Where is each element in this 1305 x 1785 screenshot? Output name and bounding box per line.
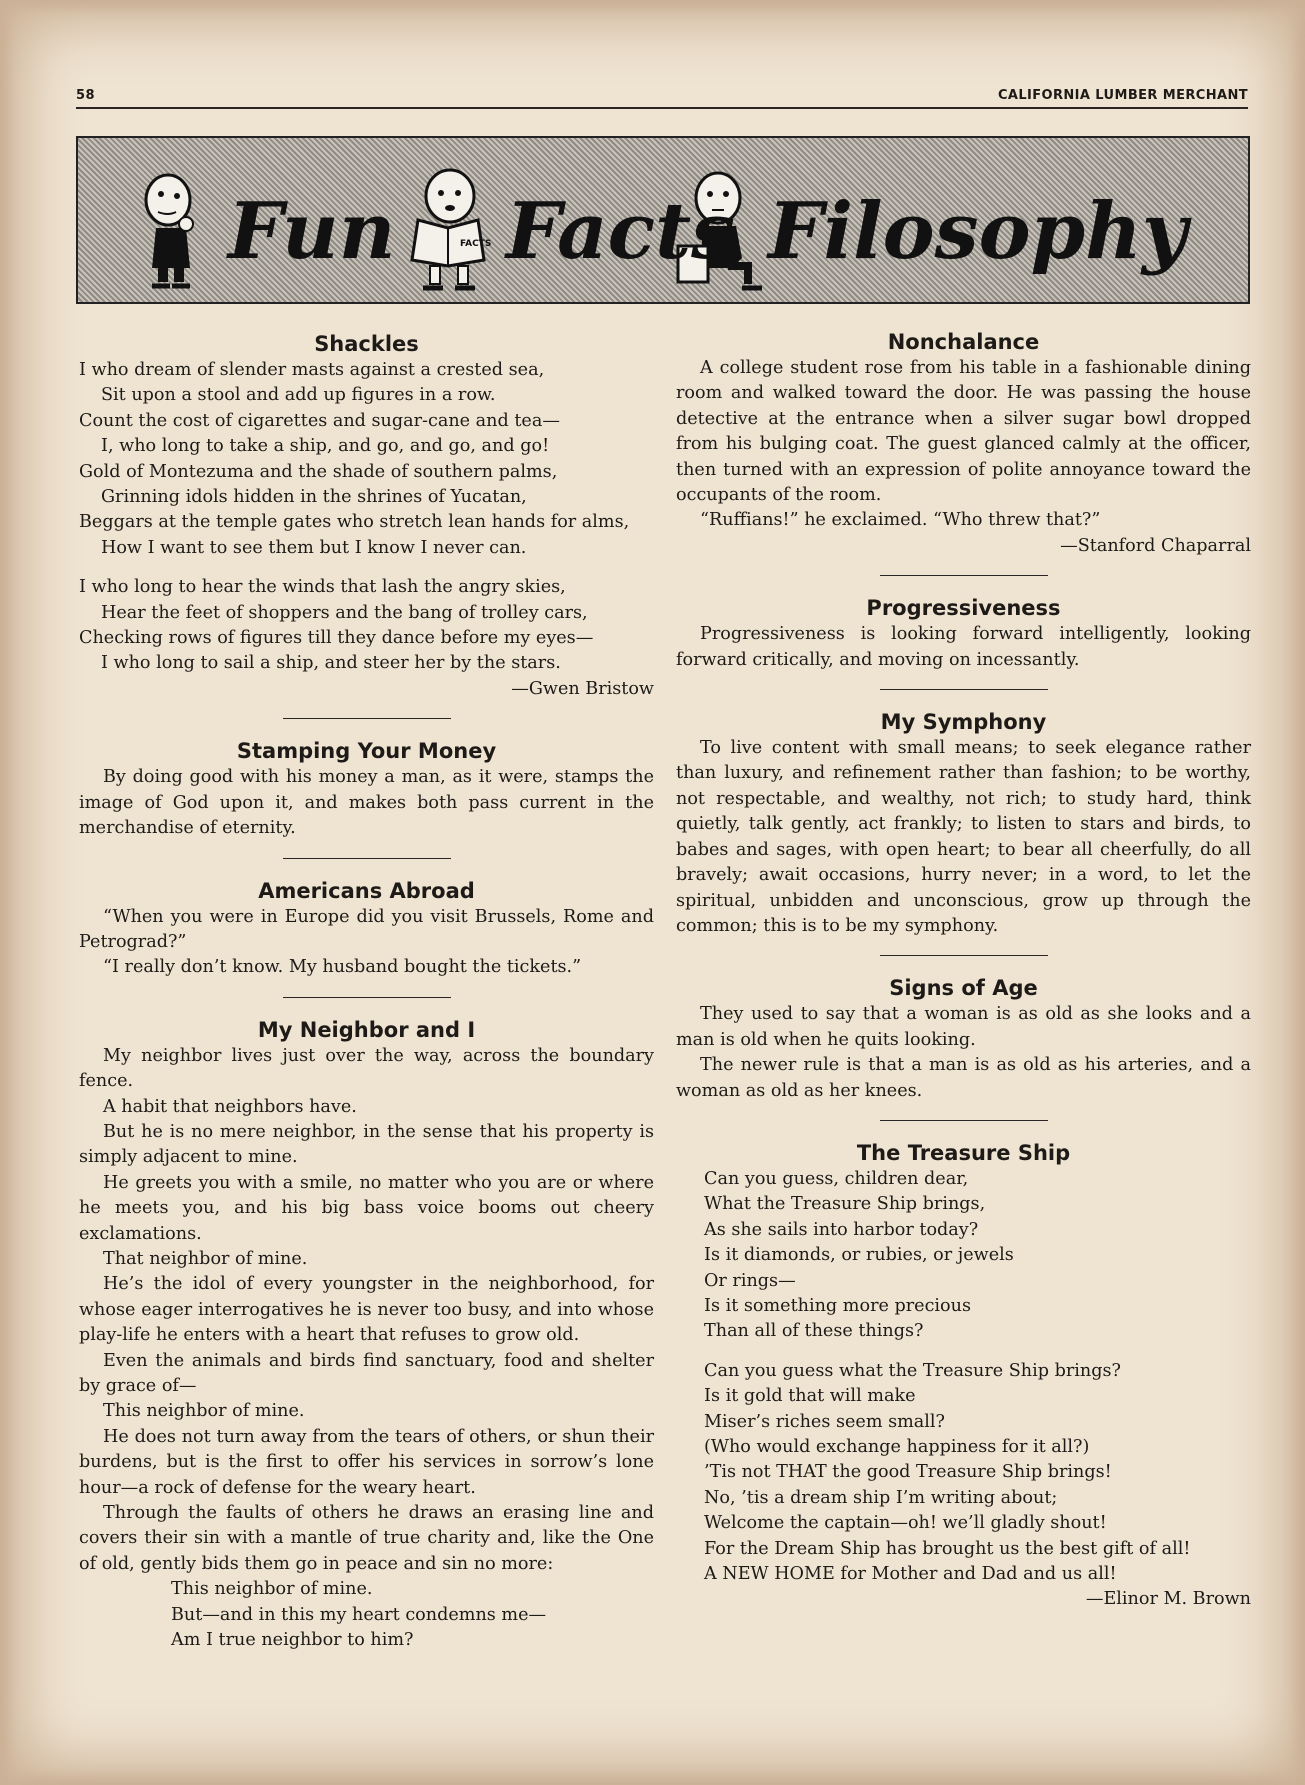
running-header [76, 88, 1248, 109]
attribution: —Stanford Chaparral [1060, 535, 1251, 556]
section-title: Progressiveness [866, 596, 1061, 621]
right-column [676, 328, 1251, 1613]
poem-line: As she sails into harbor today? [704, 1219, 979, 1240]
americans-abroad-section [79, 877, 654, 981]
paragraph: To live content with small means; to seek elegance rather than luxury, and refinement rather than fashion; to be worthy, not respectable, and wealthy, not rich; to study hard, think quietly, talk gently, act frankly; to listen to stars and birds, to babes and sages, with open heart; to bear all cheerfully, do all bravely; await occasions, hurry never; in a word, to let the spiritual, unbidden and unconscious, grow up through the common; this is to be my symphony. [676, 738, 1251, 936]
signs-of-age-section [676, 974, 1251, 1104]
divider [880, 575, 1048, 576]
section-title: My Neighbor and I [257, 1017, 476, 1042]
paragraph: That neighbor of mine. [103, 1248, 308, 1269]
paragraph: He greets you with a smile, no matter who you are or where he meets you, and his big bass voice booms out cheery exclamations. [79, 1172, 654, 1244]
treasure-ship-section [676, 1139, 1251, 1613]
poem-line: ’Tis not THAT the good Treasure Ship brings! [704, 1462, 1112, 1483]
my-symphony-section [676, 708, 1251, 939]
paragraph: He does not turn away from the tears of others, or shun their burdens, but is the first to offer his services in sorrow’s lone hour—a rock of defense for the weary heart. [79, 1426, 654, 1498]
poem-line: (Who would exchange happiness for it all?) [704, 1437, 1090, 1457]
verse-line: This neighbor of mine. [171, 1579, 373, 1600]
section-title: Signs of Age [889, 976, 1038, 1001]
poem-line: Is it gold that will make [704, 1386, 916, 1407]
paragraph: But he is no mere neighbor, in the sense that his property is simply adjacent to mine. [79, 1121, 654, 1168]
poem-line: I who long to hear the winds that lash the angry skies, [79, 577, 566, 598]
poem-line: I who long to sail a ship, and steer her by the stars. [101, 653, 561, 674]
paragraph: Progressiveness is looking forward intelligently, looking forward critically, and moving on incessantly. [676, 624, 1251, 670]
poem-line: Or rings— [704, 1270, 796, 1291]
poem-line: Is it something more precious [704, 1295, 971, 1316]
divider [880, 689, 1048, 690]
fun-facts-filosophy-banner [76, 136, 1250, 304]
banner-word-filosophy: Filosophy [768, 186, 1188, 277]
poem-line: Can you guess, children dear, [704, 1168, 969, 1189]
stamping-money-section [79, 737, 654, 841]
paragraph: Even the animals and birds find sanctuary, food and shelter by grace of— [79, 1350, 654, 1396]
paragraph: “When you were in Europe did you visit Brussels, Rome and Petrograd?” [79, 906, 654, 952]
page-number: 58 [76, 88, 95, 103]
poem-line: Beggars at the temple gates who stretch lean hands for alms, [79, 512, 630, 533]
poem-line: A NEW HOME for Mother and Dad and us all! [704, 1564, 1117, 1585]
poem-line: No, ’tis a dream ship I’m writing about; [704, 1487, 1058, 1508]
poem [79, 358, 654, 677]
divider [880, 955, 1048, 956]
poem-line: Can you guess what the Treasure Ship brings? [704, 1360, 1121, 1381]
closing-verse [79, 1577, 654, 1653]
left-column [79, 330, 654, 1653]
attribution: —Gwen Bristow [511, 678, 654, 699]
poem-line: Gold of Montezuma and the shade of southern palms, [79, 461, 558, 482]
poem-line: I, who long to take a ship, and go, and go, and go! [101, 436, 550, 457]
banner-word-facts: Facts [506, 186, 736, 277]
paragraph: They used to say that a woman is as old as she looks and a man is old when he quits looking. [676, 1004, 1251, 1050]
my-neighbor-section [79, 1016, 654, 1654]
thinking-man-icon [146, 175, 193, 286]
paragraph: My neighbor lives just over the way, across the boundary fence. [79, 1045, 654, 1092]
poem-line: Grinning idols hidden in the shrines of Yucatan, [101, 487, 527, 508]
progressiveness-section [676, 594, 1251, 673]
banner-word-fun: Fun [228, 186, 396, 277]
publication-name: CALIFORNIA LUMBER MERCHANT [997, 88, 1248, 103]
poem-line: Sit upon a stool and add up figures in a row. [101, 385, 496, 406]
paragraph: The newer rule is that a man is as old as his arteries, and a woman as old as her knees. [676, 1055, 1251, 1101]
section-title: My Symphony [880, 710, 1047, 735]
poem-line: How I want to see them but I know I never can. [101, 537, 527, 558]
banner-art [78, 138, 1248, 302]
poem-line: Count the cost of cigarettes and sugar-cane and tea— [79, 410, 560, 431]
paragraph: A habit that neighbors have. [103, 1096, 357, 1117]
poem-line: Is it diamonds, or rubies, or jewels [704, 1245, 1014, 1266]
poem-line: Welcome the captain—oh! we’ll gladly shout! [704, 1513, 1107, 1534]
poem-line: Hear the feet of shoppers and the bang of trolley cars, [101, 602, 588, 623]
divider [880, 1120, 1048, 1121]
paragraph: Through the faults of others he draws an erasing line and covers their sin with a mantle of true charity and, like the One of old, gently bids them go in peace and sin no more: [79, 1503, 654, 1574]
reading-man-icon [412, 170, 491, 288]
poem-line: Checking rows of figures till they dance before my eyes— [79, 628, 594, 649]
poem [676, 1167, 1251, 1588]
poem-line: For the Dream Ship has brought us the best gift of all! [704, 1538, 1191, 1559]
section-title: Americans Abroad [258, 878, 475, 903]
section-title: Stamping Your Money [236, 739, 497, 764]
paragraph: He’s the idol of every youngster in the neighborhood, for whose eager interrogatives he is never too busy, and into whose play-life he enters with a heart that refuses to grow old. [79, 1274, 654, 1346]
verse-line: Am I true neighbor to him? [171, 1630, 414, 1651]
paragraph: “Ruffians!” he exclaimed. “Who threw that?” [700, 510, 1101, 531]
verse-line: But—and in this my heart condemns me— [171, 1604, 547, 1625]
attribution: —Elinor M. Brown [1085, 1589, 1251, 1610]
book-label: FACTS [460, 239, 492, 249]
paragraph: By doing good with his money a man, as it were, stamps the image of God upon it, and makes both pass current in the merchandise of eternity. [79, 767, 654, 839]
section-title: Nonchalance [887, 330, 1040, 354]
nonchalance-section [676, 328, 1251, 559]
divider [283, 997, 451, 998]
section-title: The Treasure Ship [856, 1140, 1071, 1165]
poem-line: What the Treasure Ship brings, [704, 1194, 986, 1215]
divider [283, 858, 451, 859]
poem-line: Than all of these things? [704, 1321, 924, 1342]
paragraph: This neighbor of mine. [103, 1401, 305, 1422]
poem-line: Miser’s riches seem small? [704, 1411, 945, 1432]
section-title: Shackles [314, 332, 419, 356]
poem-line: I who dream of slender masts against a crested sea, [79, 360, 545, 380]
divider [283, 718, 451, 719]
shackles-section [79, 330, 654, 702]
paragraph: “I really don’t know. My husband bought the tickets.” [103, 957, 582, 978]
paragraph: A college student rose from his table in a fashionable dining room and walked toward the door. He was passing the house detective at the entrance when a silver sugar bowl dropped from his bulging coat. The guest glanced calmly at the officer, then turned with an expression of polite annoyance toward the occupants of the room. [676, 358, 1251, 506]
